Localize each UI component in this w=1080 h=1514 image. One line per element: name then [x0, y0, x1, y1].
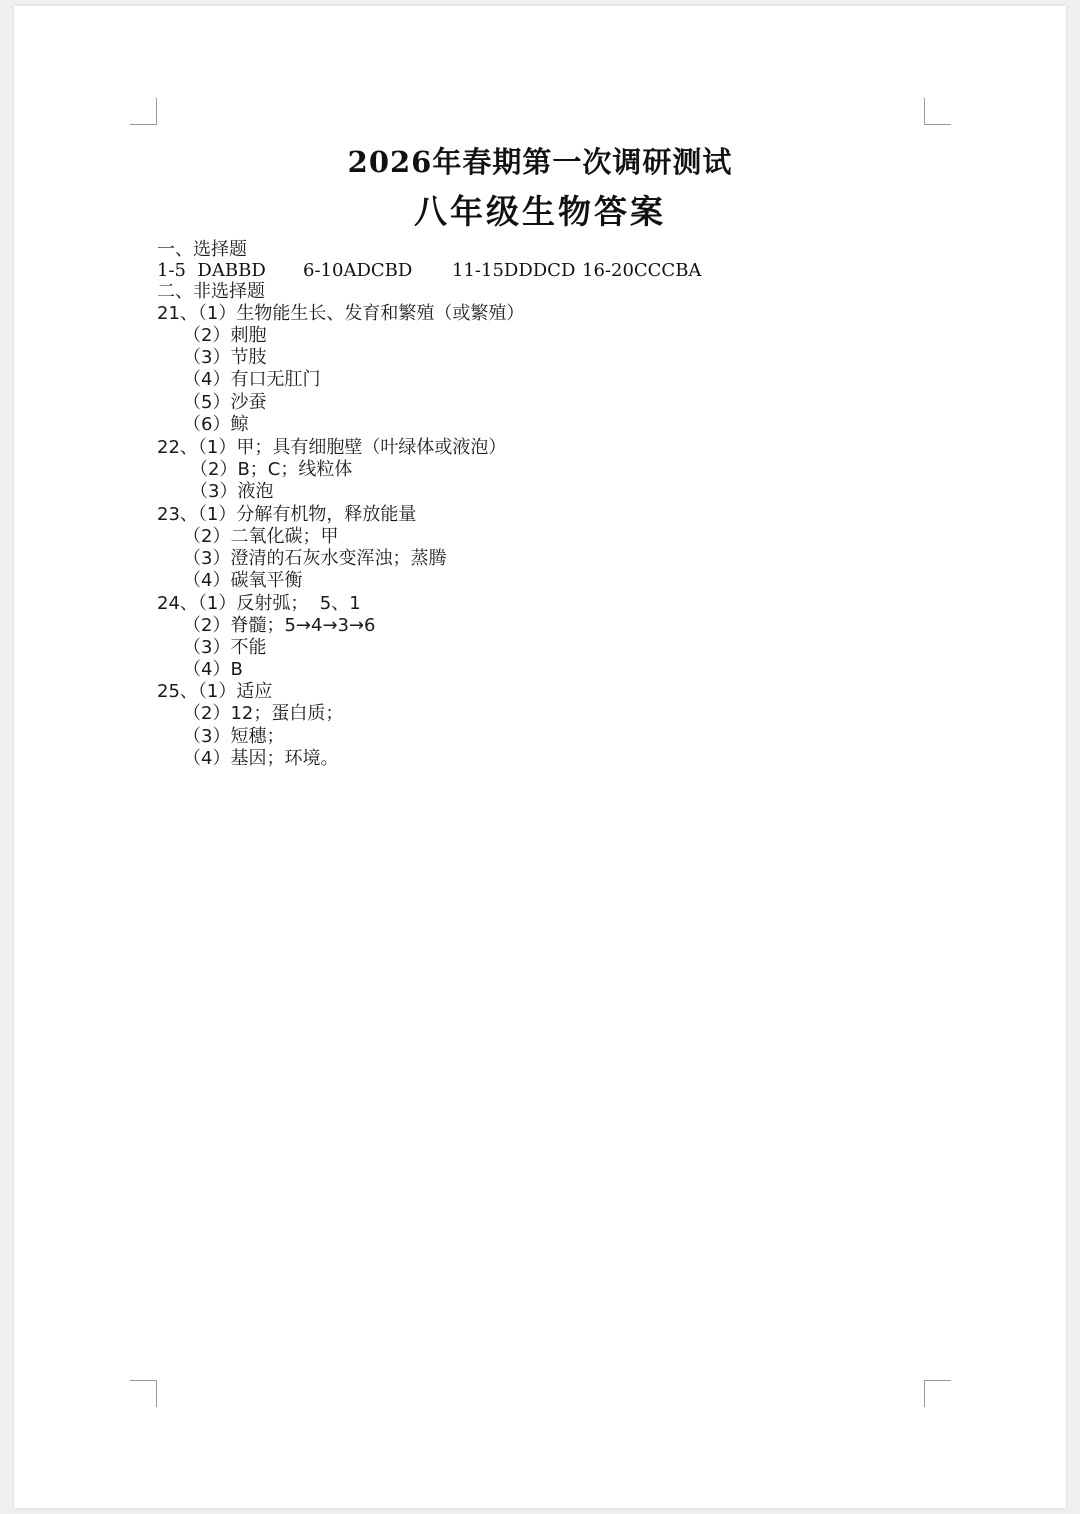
answer-line: 22、（1）甲；具有细胞壁（叶绿体或液泡） — [157, 437, 507, 458]
document-subtitle: 八年级生物答案 — [414, 192, 666, 231]
mc-answers-6-10: 6-10ADCBD — [303, 260, 413, 281]
mc-answers-11-15: 11-15DDDCD — [452, 260, 576, 281]
answer-line: （2）12；蛋白质； — [183, 703, 344, 724]
crop-mark-bottom-right — [924, 1380, 951, 1407]
mc-answers-1-5: 1-5 DABBD — [157, 260, 266, 281]
answer-line: 24、（1）反射弧； 5、1 — [157, 593, 361, 614]
answer-line: （5）沙蚕 — [183, 392, 267, 413]
answer-line: （3）短穗； — [183, 726, 285, 747]
answer-line: （3）液泡 — [190, 481, 274, 502]
answer-line: （2）二氧化碳；甲 — [183, 526, 339, 547]
crop-mark-top-right — [924, 98, 951, 125]
section-heading-choice: 一、选择题 — [157, 239, 247, 260]
crop-mark-bottom-left — [130, 1380, 157, 1407]
answer-line: 21、（1）生物能生长、发育和繁殖（或繁殖） — [157, 303, 525, 324]
answer-line: （2）脊髓；5→4→3→6 — [183, 615, 376, 636]
answer-line: （4）B — [183, 659, 243, 680]
answer-line: （3）不能 — [183, 637, 267, 658]
answer-line: （3）节肢 — [183, 347, 267, 368]
answer-line: （2）B；C；线粒体 — [190, 459, 353, 480]
answer-line: （4）有口无肛门 — [183, 369, 321, 390]
answer-line: （4）碳氧平衡 — [183, 570, 303, 591]
answer-line: 25、（1）适应 — [157, 681, 273, 702]
answer-line: 23、（1）分解有机物，释放能量 — [157, 504, 417, 525]
answer-line: （2）刺胞 — [183, 325, 267, 346]
mc-answers-16-20: 16-20CCCBA — [582, 260, 702, 281]
answer-line: （6）鲸 — [183, 414, 249, 435]
answer-line: （4）基因；环境。 — [183, 748, 339, 769]
document-title: 2026年春期第一次调研测试 — [347, 145, 733, 179]
section-heading-nonchoice: 二、非选择题 — [157, 281, 265, 302]
crop-mark-top-left — [130, 98, 157, 125]
answer-line: （3）澄清的石灰水变浑浊；蒸腾 — [183, 548, 447, 569]
